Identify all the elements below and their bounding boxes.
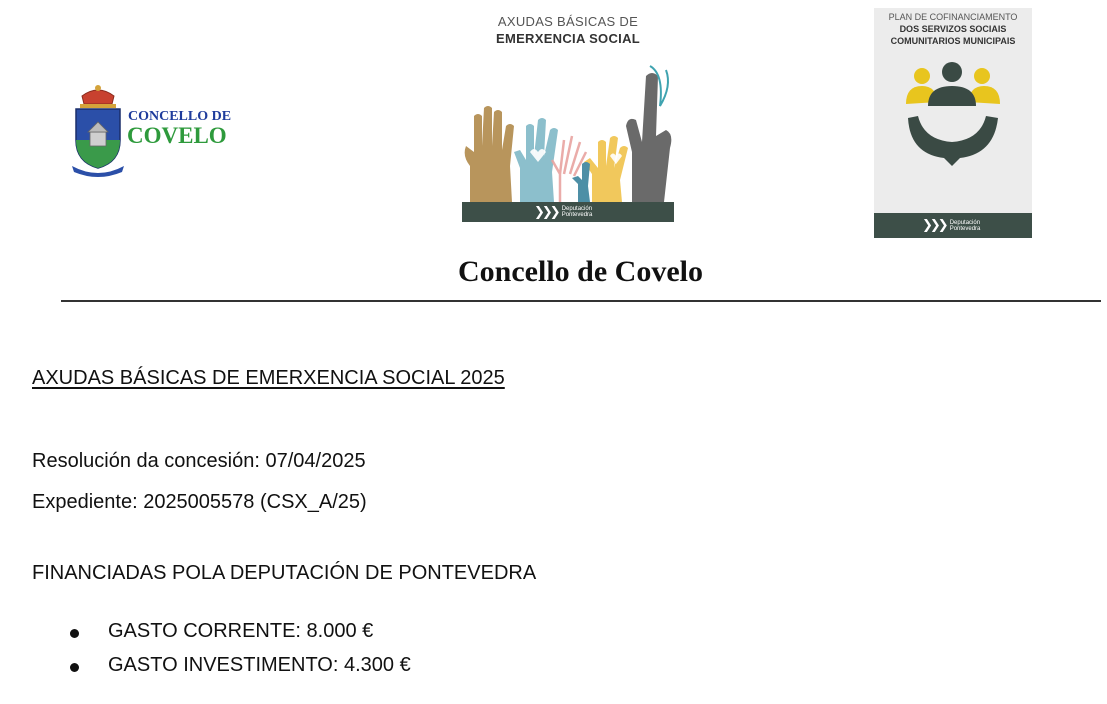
expense-item-text: GASTO CORRENTE: 8.000 € [108, 620, 374, 642]
expense-item-text: GASTO INVESTIMENTO: 4.300 € [108, 654, 411, 676]
band-text-1: Deputación [949, 219, 981, 226]
covelo-logo-line1: CONCELLO DE [128, 109, 232, 124]
bullet-icon [70, 629, 79, 638]
plan-title-line3: COMUNITARIOS MUNICIPAIS [890, 36, 1016, 46]
section-heading: AXUDAS BÁSICAS DE EMERXENCIA SOCIAL 2025 [32, 367, 505, 389]
poster-footer-band [462, 202, 674, 222]
document-title: Concello de Covelo [458, 255, 703, 288]
poster-title-line1: AXUDAS BÁSICAS DE [497, 14, 639, 29]
plan-footer-band [874, 213, 1032, 238]
plan-cofinanciamento-poster [874, 8, 1032, 238]
band-text-1: Deputación [561, 206, 593, 212]
expediente-number: Expediente: 2025005578 (CSX_A/25) [32, 491, 367, 513]
raised-hands-illustration-icon [460, 56, 676, 202]
band-text-2: Pontevedra [561, 212, 593, 218]
deputacion-chevron-icon: ❯❯❯ [534, 204, 558, 220]
financing-statement: FINANCIADAS POLA DEPUTACIÓN DE PONTEVEDRA [32, 562, 537, 584]
covelo-crest-logo [64, 82, 234, 182]
band-text-2: Pontevedra [949, 225, 981, 232]
coat-of-arms-icon [68, 82, 128, 177]
plan-title-line2: DOS SERVIZOS SOCIAIS [899, 24, 1007, 34]
deputacion-chevron-icon: ❯❯❯ [922, 218, 946, 233]
axudas-emerxencia-poster [460, 10, 676, 224]
deputacion-logo [534, 202, 592, 222]
covelo-logo-line2: COVELO [127, 123, 227, 148]
plan-title-line1: PLAN DE COFINANCIAMENTO [888, 12, 1018, 22]
bullet-icon [70, 663, 79, 672]
community-people-icon [904, 62, 1002, 166]
deputacion-logo [922, 213, 980, 238]
resolution-date: Resolución da concesión: 07/04/2025 [32, 450, 366, 472]
header-divider [61, 300, 1101, 302]
poster-title-line2: EMERXENCIA SOCIAL [495, 31, 641, 46]
